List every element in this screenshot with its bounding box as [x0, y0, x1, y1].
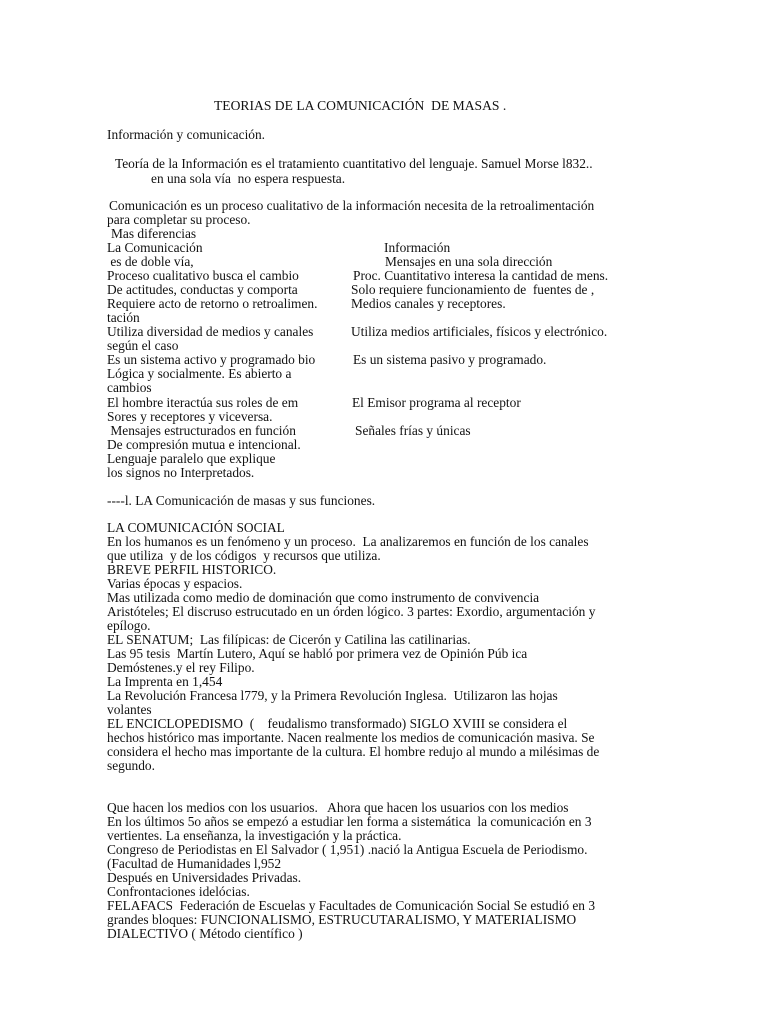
comparison-left-line: Mensajes estructurados en función — [107, 423, 296, 438]
body-line: Varias épocas y espacios. — [107, 576, 243, 591]
intro-line: Teoría de la Información es el tratamiento cuantitativo del lenguaje. Samuel Morse l832.. — [115, 156, 593, 171]
body-line: EL SENATUM; Las filípicas: de Cicerón y Catilina las catilinarias. — [107, 632, 471, 647]
comparison-right-line: Señales frías y únicas — [355, 423, 471, 438]
body-line: Demóstenes.y el rey Filipo. — [107, 660, 255, 675]
body-line: Las 95 tesis Martín Lutero, Aquí se habló por primera vez de Opinión Púb ica — [107, 646, 528, 661]
document-subtitle: Información y comunicación. — [107, 127, 266, 142]
comparison-left-line: tación — [107, 310, 140, 325]
section-heading: BREVE PERFIL HISTORICO. — [107, 562, 277, 577]
body-line: Mas utilizada como medio de dominación que como instrumento de convivencia — [107, 590, 540, 605]
comparison-left-line: Proceso cualitativo busca el cambio — [107, 268, 299, 283]
comparison-left-line: De actitudes, conductas y comporta — [107, 282, 298, 297]
comparison-left-line: De compresión mutua e intencional. — [107, 437, 301, 452]
comparison-left-line: Sores y receptores y viceversa. — [107, 409, 273, 424]
paragraph-line: para completar su proceso. — [107, 212, 251, 227]
body-line: Que hacen los medios con los usuarios. Ahora que hacen los usuarios con los medios — [107, 800, 569, 815]
body-line: EL ENCICLOPEDISMO ( feudalismo transformado) SIGLO XVIII se considera el — [107, 716, 568, 731]
comparison-right-line: Medios canales y receptores. — [351, 296, 506, 311]
comparison-left-line: El hombre iteractúa sus roles de em — [107, 395, 299, 410]
document-title: TEORIAS DE LA COMUNICACIÓN DE MASAS . — [214, 98, 507, 113]
comparison-left-line: Es un sistema activo y programado bio — [107, 352, 316, 367]
body-line: En los humanos es un fenómeno y un proceso. La analizaremos en función de los canales — [107, 534, 589, 549]
comparison-right-line: Mensajes en una sola dirección — [385, 254, 553, 269]
comparison-left-line: La Comunicación — [107, 240, 203, 255]
body-line: La Revolución Francesa l779, y la Primera Revolución Inglesa. Utilizaron las hojas — [107, 688, 558, 703]
body-line: volantes — [107, 702, 152, 717]
comparison-left-line: es de doble vía, — [107, 254, 194, 269]
body-line: segundo. — [107, 758, 155, 773]
body-line: vertientes. La enseñanza, la investigación y la práctica. — [107, 828, 402, 843]
body-line: que utiliza y de los códigos y recursos que utiliza. — [107, 548, 381, 563]
comparison-right-line: Información — [384, 240, 451, 255]
section-heading: LA COMUNICACIÓN SOCIAL — [107, 520, 285, 535]
comparison-right-line: Proc. Cuantitativo interesa la cantidad de mens. — [353, 268, 609, 283]
comparison-left-line: Utiliza diversidad de medios y canales — [107, 324, 314, 339]
body-line: Aristóteles; El discruso estrucutado en un órden lógico. 3 partes: Exordio, argumentación y — [107, 604, 596, 619]
comparison-left-line: los signos no Interpretados. — [107, 465, 255, 480]
paragraph-line: Comunicación es un proceso cualitativo de la información necesita de la retroalimentación — [109, 198, 595, 213]
comparison-right-line: Es un sistema pasivo y programado. — [353, 352, 547, 367]
comparison-left-line: Lenguaje paralelo que explique — [107, 451, 276, 466]
body-line: considera el hecho mas importante de la cultura. El hombre redujo al mundo a milésimas de — [107, 744, 600, 759]
comparison-left-line: Requiere acto de retorno o retroalimen. — [107, 296, 318, 311]
paragraph-line: Mas diferencias — [111, 226, 197, 241]
comparison-right-line: Utiliza medios artificiales, físicos y electrónico. — [351, 324, 608, 339]
body-line: En los últimos 5o años se empezó a estudiar len forma a sistemática la comunicación en 3 — [107, 814, 592, 829]
body-line: Confrontaciones idelócias. — [107, 884, 250, 899]
body-line: grandes bloques: FUNCIONALISMO, ESTRUCUTARALISMO, Y MATERIALISMO — [107, 912, 577, 927]
comparison-right-line: Solo requiere funcionamiento de fuentes de , — [351, 282, 595, 297]
body-line: La Imprenta en 1,454 — [107, 674, 223, 689]
body-line: hechos histórico mas importante. Nacen realmente los medios de comunicación masiva. Se — [107, 730, 595, 745]
intro-line: en una sola vía no espera respuesta. — [151, 171, 346, 186]
comparison-right-line: El Emisor programa al receptor — [352, 395, 521, 410]
body-line: Después en Universidades Privadas. — [107, 870, 302, 885]
body-line: FELAFACS Federación de Escuelas y Facultades de Comunicación Social Se estudió en 3 — [107, 898, 596, 913]
body-line: Congreso de Periodistas en El Salvador ( 1,951) .nació la Antigua Escuela de Periodismo. — [107, 842, 588, 857]
body-line: epílogo. — [107, 618, 151, 633]
section-heading: ----l. LA Comunicación de masas y sus funciones. — [107, 493, 376, 508]
comparison-left-line: Lógica y socialmente. Es abierto a — [107, 366, 292, 381]
comparison-left-line: cambios — [107, 380, 152, 395]
comparison-left-line: según el caso — [107, 338, 179, 353]
body-line: DIALECTIVO ( Método científico ) — [107, 926, 303, 941]
body-line: (Facultad de Humanidades l,952 — [107, 856, 282, 871]
